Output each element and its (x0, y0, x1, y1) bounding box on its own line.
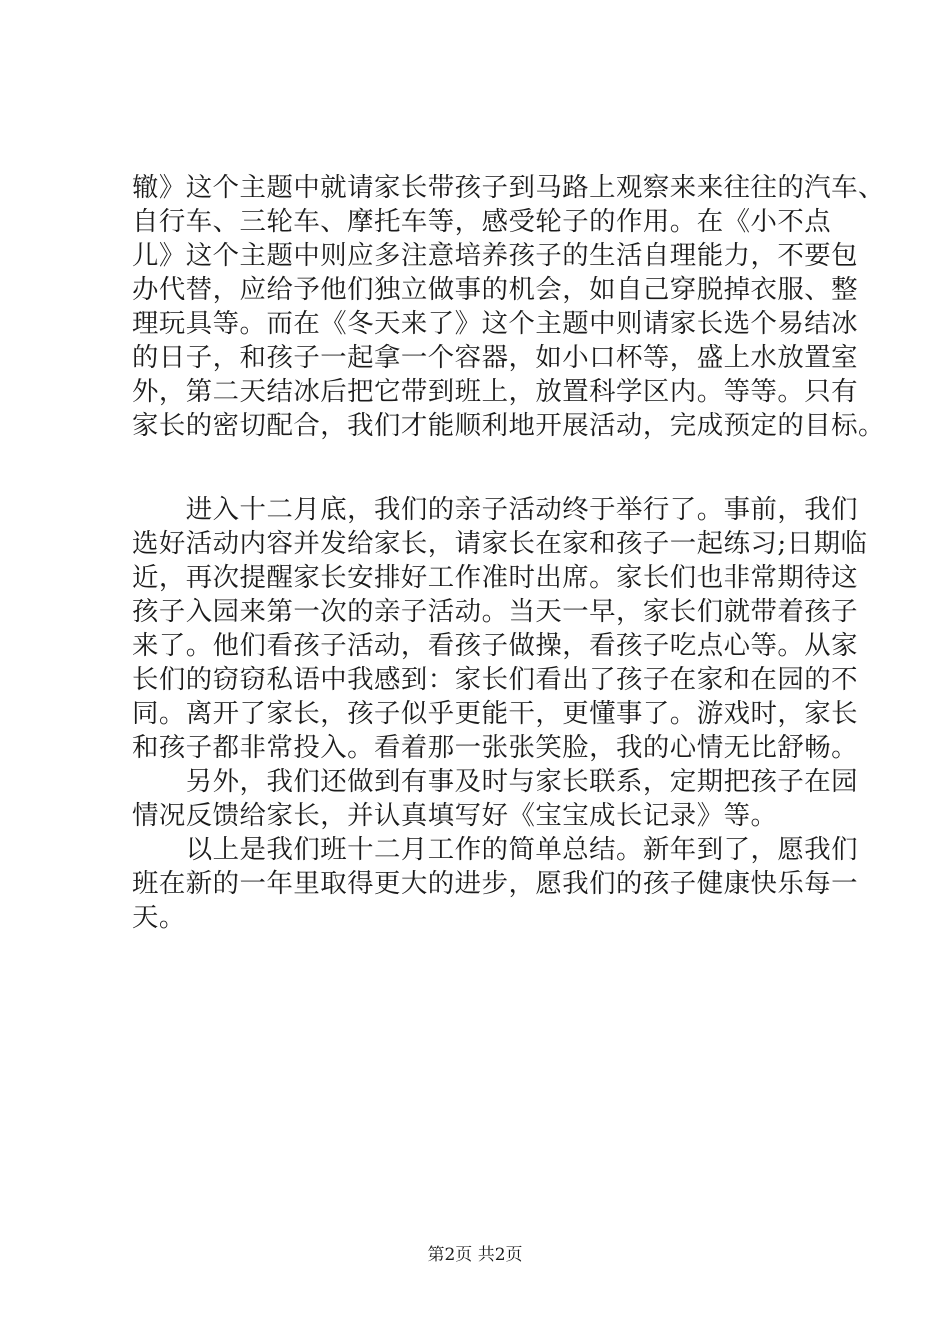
paragraph-parent-child-activity (132, 493, 868, 765)
text-line: 班在新的一年里取得更大的进步，愿我们的孩子健康快乐每一 (132, 868, 859, 899)
text-line: 儿》这个主题中则应多注意培养孩子的生活自理能力，不要包 (132, 240, 859, 271)
text-line: 近，再次提醒家长安排好工作准时出席。家长们也非常期待这 (132, 562, 859, 593)
paragraph-home-cooperation (132, 171, 885, 443)
text-line: 情况反馈给家长，并认真填写好《宝宝成长记录》等。 (132, 800, 778, 831)
text-line: 以上是我们班十二月工作的简单总结。新年到了，愿我们 (132, 834, 859, 865)
text-line: 自行车、三轮车、摩托车等，感受轮子的作用。在《小不点 (132, 206, 832, 237)
text-line: 和孩子都非常投入。看着那一张张笑脸，我的心情无比舒畅。 (132, 732, 859, 763)
text-line: 长们的窃窃私语中我感到：家长们看出了孩子在家和在园的不 (132, 664, 859, 695)
text-line: 选好活动内容并发给家长，请家长在家和孩子一起练习;日期临 (132, 528, 868, 559)
text-line: 家长的密切配合，我们才能顺利地开展活动，完成预定的目标。 (132, 410, 885, 441)
page-number-footer: 第2页 共2页 (427, 1245, 523, 1265)
paragraph-spacer (132, 443, 832, 493)
text-line: 进入十二月底，我们的亲子活动终于举行了。事前，我们 (132, 494, 859, 525)
text-line: 天。 (132, 902, 186, 933)
text-line: 辙》这个主题中就请家长带孩子到马路上观察来来往往的汽车、 (132, 172, 885, 203)
text-line: 同。离开了家长，孩子似乎更能干，更懂事了。游戏时，家长 (132, 698, 859, 729)
text-line: 孩子入园来第一次的亲子活动。当天一早，家长们就带着孩子 (132, 596, 859, 627)
paragraph-contact-parents (132, 765, 859, 833)
text-line: 另外，我们还做到有事及时与家长联系，定期把孩子在园 (132, 766, 859, 797)
paragraph-summary (132, 833, 859, 935)
text-line: 外，第二天结冰后把它带到班上，放置科学区内。等等。只有 (132, 376, 859, 407)
document-body (132, 171, 885, 935)
text-line: 来了。他们看孩子活动，看孩子做操，看孩子吃点心等。从家 (132, 630, 859, 661)
text-line: 理玩具等。而在《冬天来了》这个主题中则请家长选个易结冰 (132, 308, 859, 339)
text-line: 办代替，应给予他们独立做事的机会，如自己穿脱掉衣服、整 (132, 274, 859, 305)
text-line: 的日子，和孩子一起拿一个容器，如小口杯等，盛上水放置室 (132, 342, 859, 373)
